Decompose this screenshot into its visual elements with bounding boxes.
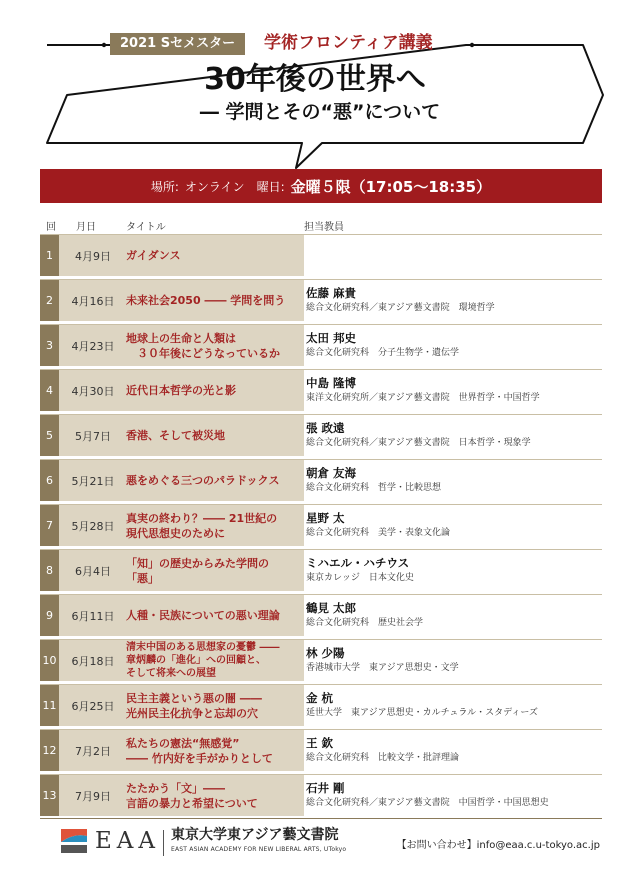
- row-number: 8: [40, 550, 59, 591]
- row-lecturer: [304, 730, 602, 771]
- row-number: 4: [40, 370, 59, 411]
- row-number: 9: [40, 595, 59, 636]
- lecturer-affiliation: 香港城市大学 東アジア思想史・文学: [306, 663, 459, 673]
- lecturer-affiliation: 総合文化研究科／東アジア藝文書院 日本哲学・現象学: [306, 438, 531, 448]
- row-date: 7月9日: [75, 789, 111, 803]
- contact-info: 【お問い合わせ】info@eaa.c.u-tokyo.ac.jp: [396, 840, 600, 851]
- row-date: 4月23日: [71, 339, 115, 353]
- table-row: [40, 459, 602, 501]
- page-subtitle: ― 学問とその“悪”について: [199, 101, 441, 123]
- row-title-line: 清末中国のある思想家の憂鬱 ――: [126, 642, 280, 653]
- row-number: 13: [40, 775, 59, 816]
- row-title-line: 香港、そして被災地: [126, 429, 225, 442]
- row-date: 6月11日: [71, 609, 115, 623]
- row-lecturer: [304, 775, 602, 816]
- lecturer-name: 太田 邦史: [306, 331, 357, 345]
- row-date: 4月9日: [75, 249, 111, 263]
- row-title-line: 「知」の歴史からみた学問の「悪」: [126, 556, 269, 585]
- row-lecturer: [304, 640, 602, 681]
- lecturer-affiliation: 総合文化研究科／東アジア藝文書院 中国哲学・中国思想史: [306, 798, 549, 808]
- lecturer-affiliation: 総合文化研究科 比較文学・批評理論: [306, 753, 460, 763]
- footer-divider: [40, 818, 602, 819]
- table-row: [40, 324, 602, 366]
- row-lecturer: [304, 370, 602, 411]
- row-lecturer: [304, 685, 602, 726]
- row-title-line: そして将来への展望: [126, 668, 216, 679]
- table-row: [40, 279, 602, 321]
- row-title: [126, 235, 294, 276]
- row-lecturer: [304, 505, 602, 546]
- row-date: 4月30日: [71, 384, 115, 398]
- row-number: 3: [40, 325, 59, 366]
- row-title-line: 現代思想史のために: [126, 526, 225, 540]
- row-title-line: ガイダンス: [126, 249, 181, 262]
- table-row: [40, 594, 602, 636]
- row-number: 1: [40, 235, 59, 276]
- row-number: 7: [40, 505, 59, 546]
- table-row: [40, 549, 602, 591]
- row-lecturer: [304, 550, 602, 591]
- header-num: 回: [46, 222, 56, 233]
- lecture-series-title: 学術フロンティア講義: [264, 33, 433, 53]
- row-lecturer: [304, 280, 602, 321]
- header-date: 月日: [76, 222, 96, 233]
- row-title: [126, 775, 294, 816]
- row-title: [126, 550, 294, 591]
- lecturer-name: 金 杭: [306, 691, 334, 705]
- lecturer-name: ミハエル・ハチウス: [306, 556, 410, 570]
- row-title-line: 民主主義という悪の闇 ――: [126, 691, 262, 705]
- table-row: [40, 774, 602, 816]
- lecturer-name: 王 欽: [306, 736, 334, 750]
- row-date: 6月25日: [71, 699, 115, 713]
- row-title: [126, 730, 294, 771]
- lecturer-affiliation: 東洋文化研究所／東アジア藝文書院 世界哲学・中国哲学: [306, 393, 540, 403]
- row-date: 4月16日: [71, 294, 115, 308]
- organization-name-ja: 東京大学東アジア藝文書院: [171, 827, 339, 843]
- row-number: 10: [40, 640, 59, 681]
- lecturer-name: 中島 隆博: [306, 376, 357, 390]
- row-title: [126, 460, 294, 501]
- lecturer-name: 林 少陽: [306, 646, 345, 660]
- row-title: [126, 415, 294, 456]
- row-number: 12: [40, 730, 59, 771]
- logo-wordmark: EAA: [95, 828, 161, 854]
- row-title-line: 近代日本哲学の光と影: [126, 384, 236, 397]
- row-lecturer: [304, 460, 602, 501]
- row-title-line: ３０年後にどうなっているか: [126, 346, 280, 360]
- lecturer-affiliation: 総合文化研究科／東アジア藝文書院 環境哲学: [306, 303, 495, 313]
- row-number: 2: [40, 280, 59, 321]
- table-header: [40, 218, 602, 234]
- row-lecturer: [304, 235, 602, 276]
- row-title: [126, 325, 294, 366]
- table-row: [40, 234, 602, 276]
- table-row: [40, 504, 602, 546]
- lecturer-affiliation: 総合文化研究科 歴史社会学: [306, 618, 424, 628]
- page-title: 30年後の世界へ: [204, 62, 426, 97]
- day-label: 曜日:: [256, 179, 285, 194]
- row-date: 7月2日: [75, 744, 111, 758]
- row-number: 5: [40, 415, 59, 456]
- table-row: [40, 369, 602, 411]
- table-row: [40, 639, 602, 681]
- header-lecturer: 担当教員: [304, 222, 344, 233]
- lecturer-name: 朝倉 友海: [306, 466, 357, 480]
- organization-name-en: EAST ASIAN ACADEMY FOR NEW LIBERAL ARTS, UTokyo: [171, 846, 347, 853]
- row-title-line: 人種・民族についての悪い理論: [126, 609, 280, 622]
- venue-bar: [40, 169, 602, 203]
- row-lecturer: [304, 415, 602, 456]
- eaa-logo-icon: [61, 829, 87, 853]
- lecturer-affiliation: 総合文化研究科 分子生物学・遺伝学: [306, 348, 460, 358]
- table-row: [40, 729, 602, 771]
- row-title: [126, 640, 294, 681]
- day-time-value: 金曜５限（17:05〜18:35）: [290, 177, 492, 196]
- row-title-line: 悪をめぐる三つのパラドックス: [126, 474, 280, 487]
- logo-separator: [163, 830, 164, 856]
- lecturer-affiliation: 東京カレッジ 日本文化史: [306, 573, 414, 583]
- row-title-line: 章炳麟の「進化」への回顧と、: [126, 655, 266, 666]
- semester-badge: 2021 Sセメスター: [110, 33, 245, 55]
- row-title-line: ―― 竹内好を手がかりとして: [126, 751, 273, 765]
- row-lecturer: [304, 325, 602, 366]
- lecturer-affiliation: 延世大学 東アジア思想史・カルチュラル・スタディーズ: [306, 708, 538, 718]
- row-title-line: 地球上の生命と人類は: [126, 331, 236, 345]
- lecturer-name: 石井 剛: [306, 781, 345, 795]
- row-date: 6月4日: [75, 564, 111, 578]
- lecturer-name: 星野 太: [306, 511, 345, 525]
- lecturer-name: 佐藤 麻貴: [306, 286, 357, 300]
- row-number: 6: [40, 460, 59, 501]
- row-title-line: 言語の暴力と希望について: [126, 796, 258, 810]
- row-title: [126, 685, 294, 726]
- row-title: [126, 595, 294, 636]
- row-number: 11: [40, 685, 59, 726]
- row-title-line: たたかう「文」――: [126, 781, 225, 795]
- row-title: [126, 280, 294, 321]
- row-lecturer: [304, 595, 602, 636]
- lecturer-name: 鶴見 太郎: [306, 601, 357, 615]
- place-label: 場所:: [150, 179, 179, 194]
- row-title: [126, 370, 294, 411]
- row-date: 6月18日: [71, 654, 115, 668]
- row-title-line: 光州民主化抗争と忘却の穴: [126, 706, 258, 720]
- header-title: タイトル: [126, 222, 166, 233]
- table-row: [40, 684, 602, 726]
- schedule-table: [40, 234, 602, 819]
- table-row: [40, 414, 602, 456]
- row-title-line: 未来社会2050 ―― 学問を問う: [126, 294, 286, 307]
- lecturer-name: 張 政遠: [306, 421, 345, 435]
- row-title: [126, 505, 294, 546]
- row-title-line: 私たちの憲法“無感覚”: [126, 736, 240, 750]
- row-title-line: 真実の終わり？―― 21世紀の: [126, 511, 278, 525]
- lecturer-affiliation: 総合文化研究科 哲学・比較思想: [306, 483, 442, 493]
- place-value: オンライン: [184, 179, 245, 194]
- row-date: 5月7日: [75, 429, 111, 443]
- lecturer-affiliation: 総合文化研究科 美学・表象文化論: [306, 528, 451, 538]
- row-date: 5月28日: [71, 519, 115, 533]
- row-date: 5月21日: [71, 474, 115, 488]
